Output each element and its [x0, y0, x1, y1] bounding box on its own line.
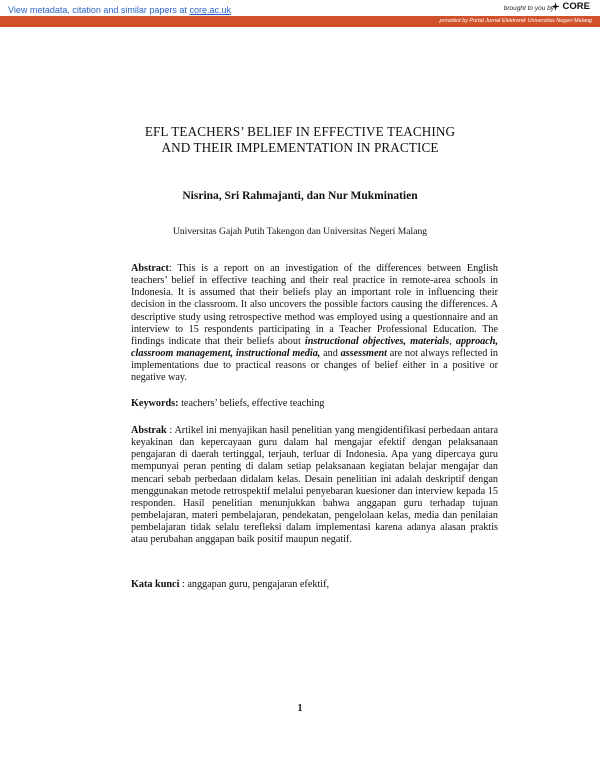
abstract-text-2: are not always reflected in implementations due to practical reasons or changes of belief either in a positive or negative way. [131, 348, 498, 384]
keywords-line [131, 398, 324, 409]
authors: Nisrina, Sri Rahmajanti, dan Nur Mukminatien [182, 190, 418, 202]
abstract-text-1: : This is a report on an investigation of the differences between English teachers’ belief in effective teaching and their real practice in remote-area schools in Indonesia. It is assumed that their beliefs play an important role in influencing their decision in the classroom. It also uncovers the possible factors causing the differences. A descriptive study using retrospective method was employed using a questionnaire and an interview to 15 respondents participating in a Teacher Professional Education. The findings indicate that their beliefs about [131, 263, 498, 347]
paper-title [0, 124, 600, 156]
abstract-emphasis-1: instructional objectives, materials [304, 335, 450, 347]
abstract-separator-1: , [449, 335, 456, 347]
abstrak-label: Abstrak [131, 425, 167, 436]
provided-by-bar: provided by Portal Jurnal Elektronik Universitas Negeri Malang [0, 16, 600, 27]
page-number: 1 [297, 703, 303, 714]
kata-kunci-text: : anggapan guru, pengajaran efektif, [179, 579, 330, 590]
abstract-separator-2: and [320, 348, 341, 360]
abstrak-paragraph [131, 425, 498, 547]
metadata-link-prefix: View metadata, citation and similar papers at [8, 5, 190, 15]
core-logo-text: CORE [562, 1, 590, 12]
affiliation: Universitas Gajah Putih Takengon dan Universitas Negeri Malang [172, 226, 428, 237]
abstrak-text: : Artikel ini menyajikan hasil penelitian yang mengidentifikasi perbedaan antara keyakinan dan kepercayaan guru dalam hal mengajar efektif dengan pelaksanaan pengajaran di daerah tertinggal, terjauh, terluar di Indonesia. Apa yang dipercaya guru mempunyai peran penting di dalam setiap pelaksanaan kegiatan belajar mengajar dan mencari sebab perbedaan didalam kelas. Desain penelitian ini adalah deskriptif dengan menggunakan metode retrospektif melalui penyebaran kuesioner dan interview kepada 15 responden. Hasil penelitian menunjukkan bahwa anggapan guru terhadap tujuan pembelajaran, materi pembelajaran, pendekatan, pengelolaan kelas, media dan penilaian pembelajaran tidak selalu terefleksi dalam implementasi karena adanya alasan praktis atau perubahan anggapan baik positif maupun negatif. [131, 425, 498, 546]
keywords-label: Keywords: [131, 398, 179, 409]
brought-by-text: brought to you by [503, 5, 554, 12]
kata-kunci-label: Kata kunci [131, 579, 180, 590]
abstract-label: Abstract [131, 263, 169, 274]
core-banner [0, 0, 600, 30]
keywords-text: teachers’ beliefs, effective teaching [178, 398, 325, 409]
abstract-emphasis-2: approach, classroom management, instructional media, [131, 335, 499, 360]
core-logo-icon [550, 1, 561, 12]
title-line-2: AND THEIR IMPLEMENTATION IN PRACTICE [161, 140, 439, 155]
title-line-1: EFL TEACHERS’ BELIEF IN EFFECTIVE TEACHING [144, 124, 456, 139]
core-ac-uk-link[interactable]: core.ac.uk [189, 5, 231, 15]
abstract-emphasis-3: assessment [340, 348, 387, 360]
kata-kunci-line [131, 579, 329, 590]
core-logo[interactable] [550, 1, 590, 12]
abstract-paragraph [131, 263, 498, 385]
metadata-link[interactable] [8, 5, 231, 15]
